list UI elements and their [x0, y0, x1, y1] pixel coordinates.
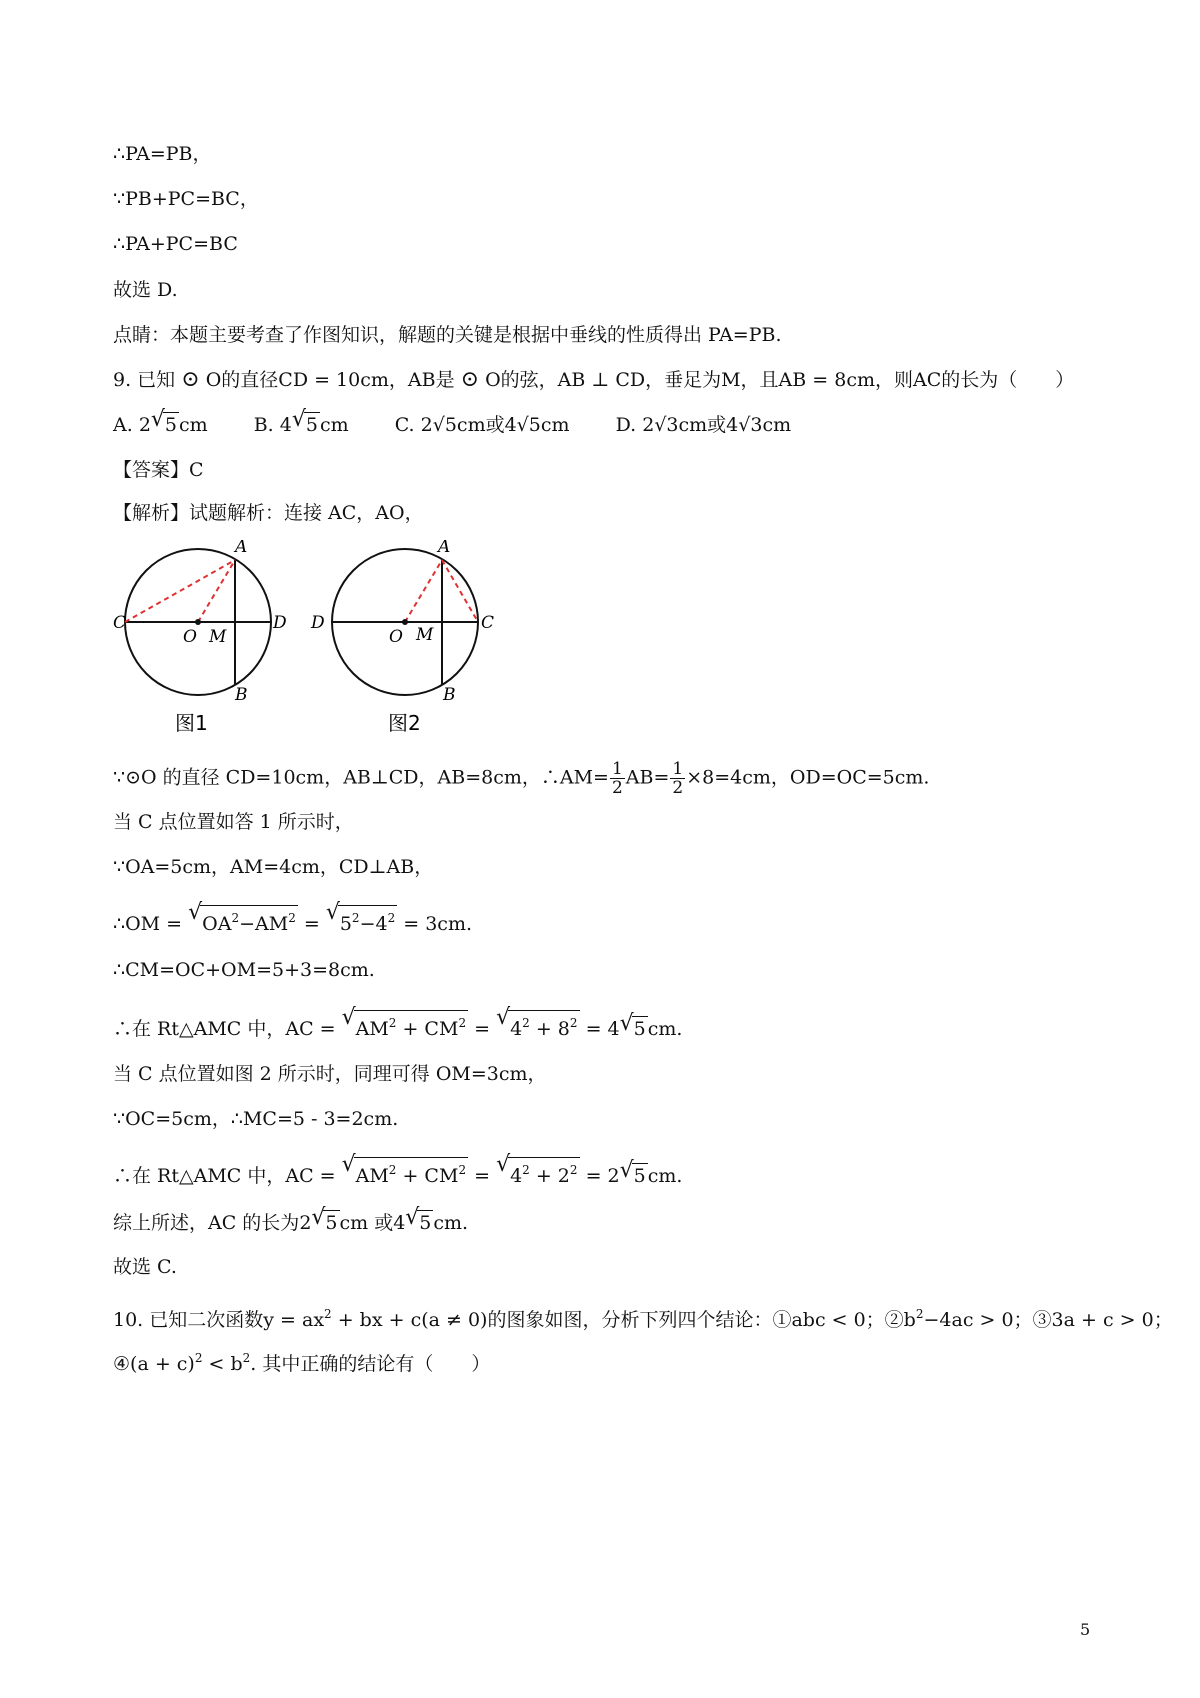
label-d-2: D: [311, 613, 325, 633]
label-a-2: A: [438, 540, 451, 557]
option-c: C. 2√5cm或4√5cm: [394, 414, 570, 436]
circle-figures: [113, 540, 533, 740]
proof-line-1: ∴PA=PB，: [113, 143, 212, 165]
fraction-half: $\frac{1}{2}$: [672, 759, 684, 798]
label-o-1: O: [183, 627, 197, 647]
q9-text: O的直径CD = 10cm，AB是: [205, 369, 455, 391]
label-a-1: A: [235, 540, 248, 557]
proof-line-2: ∵PB+PC=BC，: [113, 188, 259, 210]
analysis-line: 【解析】试题解析：连接 AC，AO，: [113, 502, 424, 524]
option-b: B. 4 √ 5 cm: [253, 407, 349, 436]
choose-c: 故选 C.: [113, 1256, 177, 1278]
option-d: D. 2√3cm或4√3cm: [615, 414, 792, 436]
dashed-ac-2: [442, 560, 478, 622]
label-b-2: B: [443, 685, 456, 705]
q9-prefix: 9. 已知: [113, 369, 176, 391]
answer-line: 【答案】C: [113, 459, 204, 481]
om-line: ∴OM = √ $OA^2-AM^2$ = √ $5^2-4^2 = 3cm$.: [113, 900, 473, 935]
dashed-ao-1: [198, 560, 235, 622]
page-number: 5: [1080, 1620, 1091, 1639]
circle-dot-icon: ⊙: [460, 367, 480, 392]
summary-line: 综上所述，AC 的长为2 √ 5 cm 或4 √ 5 cm.: [113, 1205, 469, 1234]
question-10: 10. 已知二次函数$y = ax^2$ + bx + c(a ≠ 0)的图象如图，分析下列四个结论：①abc < 0；$②b^2-4ac > 0$；③3a + c > 0；: [113, 1307, 1173, 1331]
figure-1: [113, 540, 287, 735]
oc-mc-line: ∵OC=5cm，∴MC=5 - 3=2cm.: [113, 1108, 399, 1130]
option-a: A. 2 √ 5 cm: [113, 407, 208, 436]
label-c-1: C: [113, 613, 127, 633]
oa-am-line: ∵OA=5cm，AM=4cm，CD⊥AB，: [113, 856, 434, 878]
given-line: ∵⊙O 的直径 CD=10cm，AB⊥CD，AB=8cm，∴AM= $\frac{1}{2}$ AB= $\frac{1}{2}$ ×8=4cm，OD=OC=5cm.: [113, 759, 930, 798]
dashed-ao-2: [405, 560, 442, 622]
q9-text2: O的弦，AB ⊥ CD，垂足为M，且AB = 8cm，则AC的长为（ ）: [485, 369, 1075, 391]
case-2-line: 当 C 点位置如图 2 所示时，同理可得 OM=3cm，: [113, 1063, 547, 1085]
dashed-ac-1: [125, 560, 235, 622]
label-o-2: O: [389, 627, 403, 647]
cm-line: ∴CM=OC+OM=5+3=8cm.: [113, 959, 375, 981]
comment-line: 点睛：本题主要考查了作图知识，解题的关键是根据中垂线的性质得出 PA=PB.: [113, 324, 782, 346]
label-d-1: D: [273, 613, 287, 633]
center-o-2: [402, 619, 408, 625]
figure-1-caption: 图1: [175, 711, 208, 735]
label-m-2: M: [416, 625, 434, 645]
rt2-line: ∴在 Rt△AMC 中，AC = √ $AM^2 + CM^2$ = √ $4^2 + 2^2 = 2$ √ 5 cm.: [113, 1152, 683, 1187]
choose-d: 故选 D.: [113, 279, 178, 301]
question-10-cont: ④(a + $c)^2 < b^2$. 其中正确的结论有（ ）: [113, 1351, 491, 1375]
proof-line-3: ∴PA+PC=BC: [113, 233, 238, 255]
figure-2-caption: 图2: [388, 711, 421, 735]
q9-options: [113, 407, 831, 437]
case-1-line: 当 C 点位置如答 1 所示时，: [113, 811, 354, 833]
question-9: [113, 368, 1074, 392]
quadratic-formula: $y = ax^2$ + bx + c(a ≠ 0): [263, 1307, 488, 1331]
rt1-line: ∴在 Rt△AMC 中，AC = √ $AM^2 + CM^2$ = √ $4^2 + 8^2 = 4$ √ 5 cm.: [113, 1005, 683, 1040]
label-c-2: C: [481, 613, 495, 633]
circle-dot-icon: ⊙: [181, 367, 200, 392]
figure-2: [310, 540, 494, 735]
label-m-1: M: [209, 627, 227, 647]
fraction-half: $\frac{1}{2}$: [611, 759, 623, 798]
center-o-1: [195, 619, 201, 625]
label-b-1: B: [235, 685, 248, 705]
